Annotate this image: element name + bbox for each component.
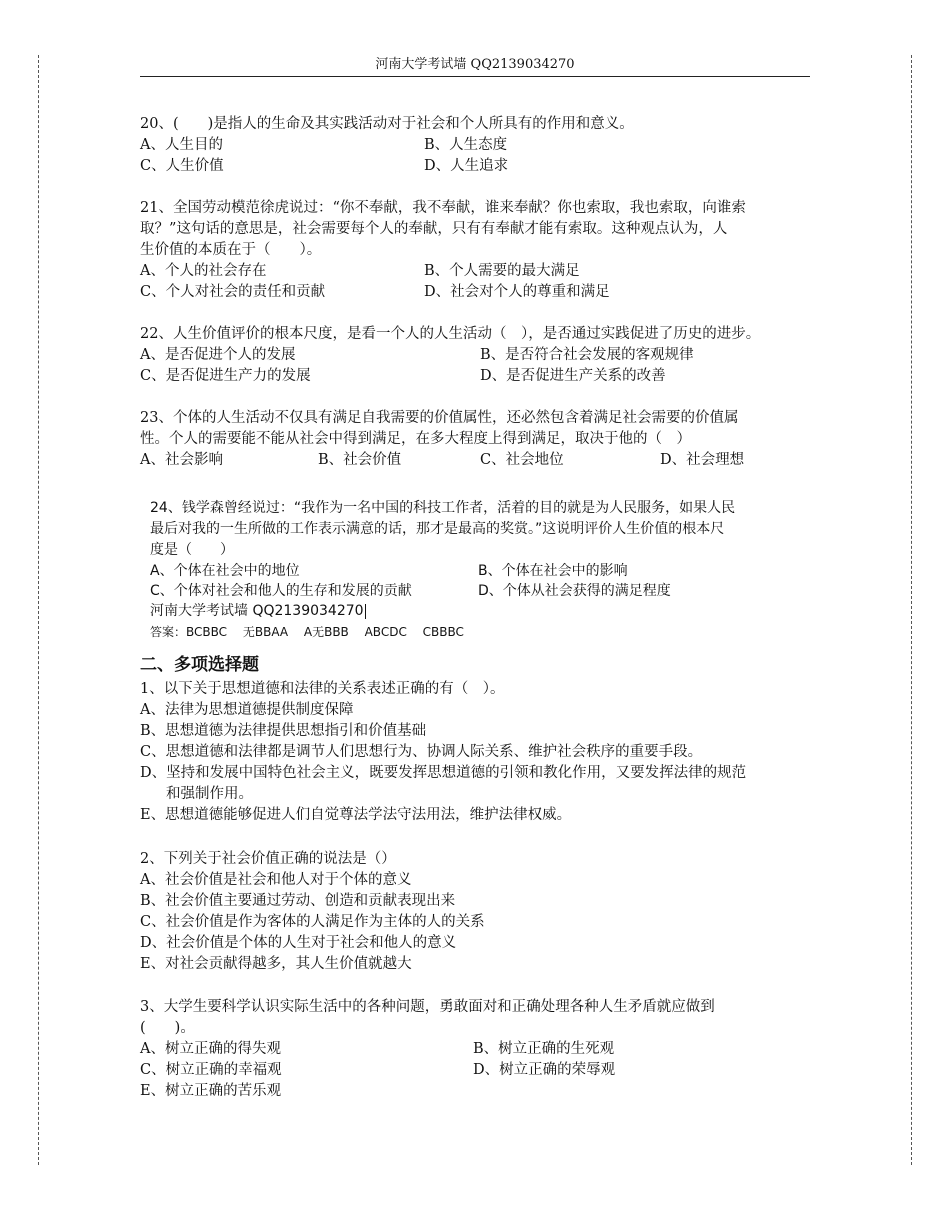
option-b: B、社会价值主要通过劳动、创造和贡献表现出来	[140, 893, 456, 909]
question-stem: 21、全国劳动模范徐虎说过：“你不奉献，我不奉献，谁来奉献？你也索取，我也索取，向谁索	[140, 200, 746, 216]
section-title: 二、多项选择题	[140, 655, 259, 675]
question-22	[140, 324, 810, 387]
question-stem: 23、个体的人生活动不仅具有满足自我需要的价值属性，还必然包含着满足社会需要的价值属	[140, 410, 739, 426]
option-b: B、社会价值	[318, 452, 402, 468]
option-a: A、树立正确的得失观	[140, 1041, 281, 1057]
option-c: C、个人对社会的责任和贡献	[140, 284, 326, 300]
options-row	[150, 581, 810, 601]
question-stem: 3、大学生要科学认识实际生活中的各种问题，勇敢面对和正确处理各种人生矛盾就应做到	[140, 999, 715, 1015]
option-b: B、是否符合社会发展的客观规律	[480, 347, 694, 363]
question-stem: 取？”这句话的意思是，社会需要每个人的奉献，只有有奉献才能有索取。这种观点认为，人	[140, 221, 728, 237]
options-row	[140, 1060, 810, 1081]
options-row	[140, 156, 810, 177]
question-stem: 生价值的本质在于（ ）。	[140, 242, 322, 258]
options-row	[140, 261, 810, 282]
question-stem: 22、人生价值评价的根本尺度，是看一个人的人生活动（ ），是否通过实践促进了历史的进步。	[140, 326, 761, 342]
option-c: C、树立正确的幸福观	[140, 1062, 282, 1078]
option-b: B、树立正确的生死观	[473, 1041, 615, 1057]
question-20	[140, 114, 810, 177]
multi-question-1	[140, 679, 810, 826]
option-b: B、思想道德为法律提供思想指引和价值基础	[140, 723, 427, 739]
question-stem: ( )。	[140, 1020, 195, 1036]
question-stem: 性。个人的需要能不能从社会中得到满足，在多大程度上得到满足，取决于他的（ ）	[140, 431, 691, 447]
options-row	[140, 366, 810, 387]
option-d: D、社会理想	[660, 452, 745, 468]
multi-question-3	[140, 997, 810, 1102]
option-c: C、个体对社会和他人的生存和发展的贡献	[150, 583, 412, 599]
option-d: D、是否促进生产关系的改善	[480, 368, 666, 384]
option-d: D、坚持和发展中国特色社会主义，既要发挥思想道德的引领和教化作用，又要发挥法律的规范	[140, 765, 747, 781]
watermark-label: 河南大学考试墙 QQ2139034270	[150, 603, 364, 619]
page-header: 河南大学考试墙 QQ2139034270	[140, 56, 810, 77]
option-c: C、人生价值	[140, 158, 224, 174]
option-c: C、社会价值是作为客体的人满足作为主体的人的关系	[140, 914, 485, 930]
option-e: E、对社会贡献得越多，其人生价值就越大	[140, 956, 412, 972]
options-row	[140, 345, 810, 366]
option-a: A、是否促进个人的发展	[140, 347, 296, 363]
text-cursor	[365, 604, 366, 619]
question-23	[140, 408, 810, 471]
option-c: C、是否促进生产力的发展	[140, 368, 311, 384]
option-a: A、社会价值是社会和他人对于个体的意义	[140, 872, 412, 888]
option-d: D、社会价值是个体的人生对于社会和他人的意义	[140, 935, 457, 951]
option-a: A、个人的社会存在	[140, 263, 267, 279]
options-row	[150, 561, 810, 581]
question-stem: 最后对我的一生所做的工作表示满意的话，那才是最高的奖赏。”这说明评价人生价值的根本尺	[150, 521, 725, 537]
option-d: D、树立正确的荣辱观	[473, 1062, 616, 1078]
option-a: A、社会影响	[140, 452, 223, 468]
multi-question-2	[140, 849, 810, 975]
watermark-text	[150, 601, 810, 622]
option-d-continued: 和强制作用。	[166, 786, 253, 802]
right-dashed-margin	[911, 55, 912, 1165]
question-24	[150, 498, 810, 643]
option-d: D、社会对个人的尊重和满足	[424, 284, 610, 300]
option-a: A、法律为思想道德提供制度保障	[140, 702, 354, 718]
option-b: B、人生态度	[424, 137, 508, 153]
question-stem: 1、以下关于思想道德和法律的关系表述正确的有（ ）。	[140, 681, 505, 697]
option-e: E、树立正确的苦乐观	[140, 1083, 282, 1099]
option-d: D、人生追求	[424, 158, 509, 174]
option-a: A、人生目的	[140, 137, 223, 153]
question-stem: 24、钱学森曾经说过：“我作为一名中国的科技工作者，活着的目的就是为人民服务，如果人民	[150, 500, 736, 516]
options-row	[140, 1039, 810, 1060]
question-stem: 度是（ ）	[150, 542, 234, 558]
option-e: E、思想道德能够促进人们自觉尊法学法守法用法，维护法律权威。	[140, 807, 572, 823]
options-row	[140, 135, 810, 156]
option-c: C、思想道德和法律都是调节人们思想行为、协调人际关系、维护社会秩序的重要手段。	[140, 744, 703, 760]
options-row	[140, 282, 810, 303]
question-stem: 20、( )是指人的生命及其实践活动对于社会和个人所具有的作用和意义。	[140, 116, 634, 132]
option-b: B、个体在社会中的影响	[478, 563, 628, 579]
answer-key: 答案：BCBBC 无BBAA A无BBB ABCDC CBBBC	[150, 625, 464, 639]
option-b: B、个人需要的最大满足	[424, 263, 580, 279]
option-a: A、个体在社会中的地位	[150, 563, 300, 579]
option-c: C、社会地位	[480, 452, 564, 468]
option-d: D、个体从社会获得的满足程度	[478, 583, 671, 599]
question-21	[140, 198, 810, 303]
left-dashed-margin	[38, 55, 39, 1165]
question-stem: 2、下列关于社会价值正确的说法是（）	[140, 851, 396, 867]
options-row	[140, 450, 810, 471]
